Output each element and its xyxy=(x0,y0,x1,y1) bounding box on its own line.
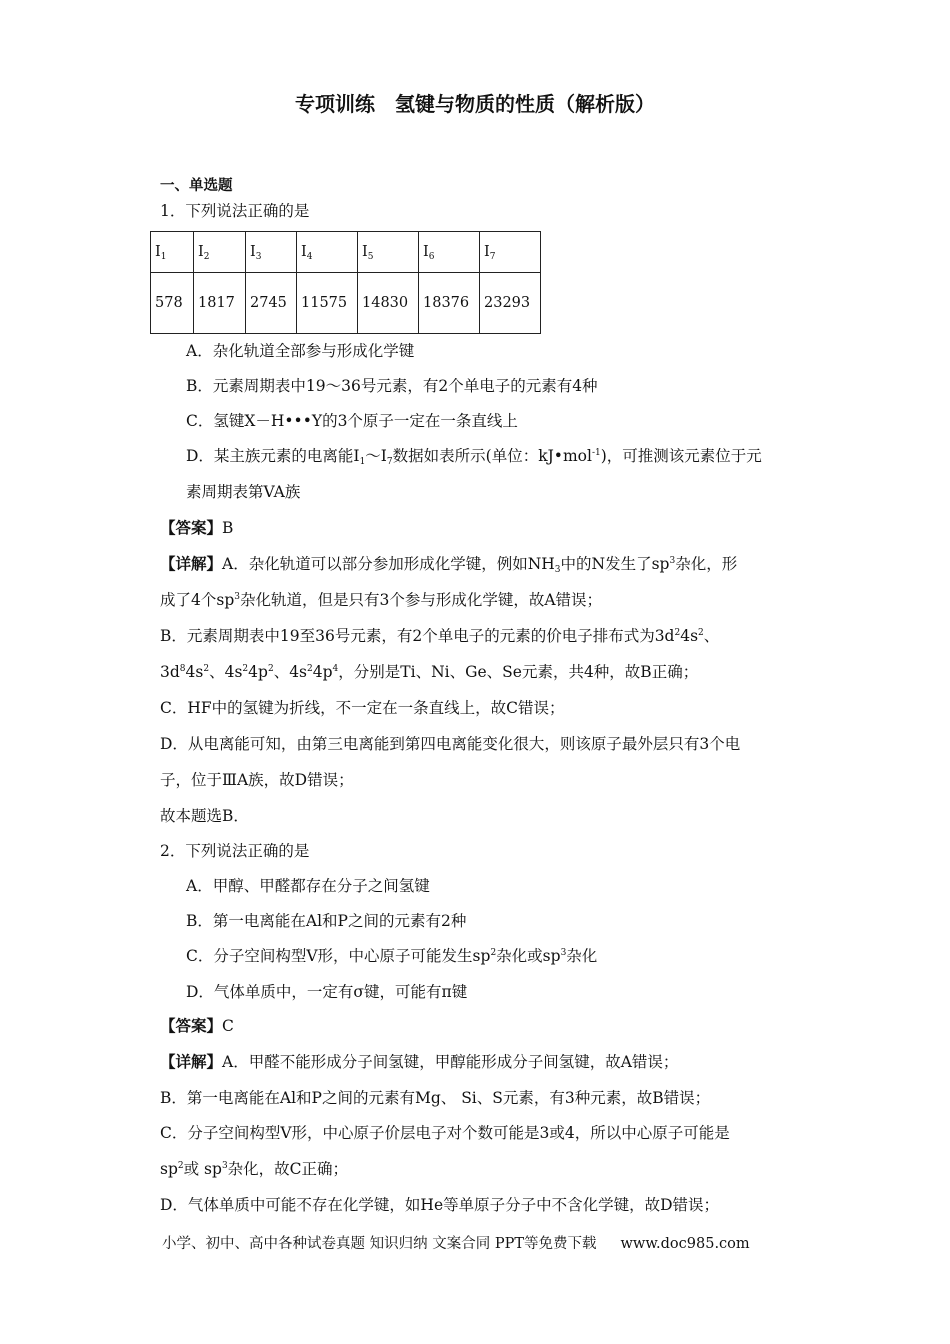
value-cell: 2745 xyxy=(246,273,297,334)
header-cell: $I_6$ xyxy=(419,232,480,273)
page-title: 专项训练 氢键与物质的性质（解析版） xyxy=(295,92,655,116)
q1-option-c: C．氢键X－H•••Y的3个原子一定在一条直线上 xyxy=(186,412,518,430)
q1-explanation-line: 子，位于ⅢA族，故D错误； xyxy=(160,771,354,789)
value-cell: 18376 xyxy=(419,273,480,334)
value-cell: 578 xyxy=(151,273,194,334)
q1-explanation: 【详解】A．杂化轨道可以部分参加形成化学键，例如$NH_3$中的N发生了$sp^3$杂化，形 xyxy=(160,555,738,575)
q1-explanation-line: C．HF中的氢键为折线，不一定在一条直线上，故C错误； xyxy=(160,699,565,717)
page-footer xyxy=(162,1232,750,1253)
header-cell: $I_1$ xyxy=(151,232,194,273)
header-cell: $I_3$ xyxy=(246,232,297,273)
q1-explanation-line: $3d^84s^2$、$4s^24p^2$、$4s^24p^4$，分别是Ti、Ni、Ge、Se元素，共4种，故B正确； xyxy=(160,663,699,681)
q2-explanation-line: $sp^2$或 $sp^3$杂化，故C正确； xyxy=(160,1160,349,1178)
section-heading: 一、单选题 xyxy=(160,178,233,194)
footer-url[interactable]: www.doc985.com xyxy=(620,1236,750,1252)
header-cell: $I_2$ xyxy=(194,232,246,273)
q2-explanation: 【详解】A．甲醛不能形成分子间氢键，甲醇能形成分子间氢键，故A错误； xyxy=(160,1053,679,1071)
q1-explanation-line: D．从电离能可知，由第三电离能到第四电离能变化很大，则该原子最外层只有3个电 xyxy=(160,735,741,753)
q2-option-d: D．气体单质中，一定有σ键，可能有π键 xyxy=(186,983,468,1001)
value-cell: 14830 xyxy=(358,273,419,334)
q1-conclusion: 故本题选B． xyxy=(160,807,249,825)
header-cell: $I_4$ xyxy=(297,232,358,273)
q2-option-c: C．分子空间构型V形，中心原子可能发生$sp^2$杂化或$sp^3$杂化 xyxy=(186,947,598,965)
q1-option-a: A．杂化轨道全部参与形成化学键 xyxy=(186,342,415,360)
header-cell: $I_7$ xyxy=(480,232,541,273)
q2-option-a: A．甲醇、甲醛都存在分子之间氢键 xyxy=(186,877,430,895)
table-header-row xyxy=(151,232,541,273)
q1-option-d-cont: 素周期表第VA族 xyxy=(186,483,301,501)
value-cell: 11575 xyxy=(297,273,358,334)
value-cell: 1817 xyxy=(194,273,246,334)
table-value-row xyxy=(151,273,541,334)
q2-explanation-line: B．第一电离能在Al和P之间的元素有Mg、 Si、S元素，有3种元素，故B错误； xyxy=(160,1089,711,1107)
q1-option-d: D．某主族元素的电离能$I_1\sim I_7$数据如表所示(单位：kJ•mol$^{-1}$)，可推测该元素位于元 xyxy=(186,447,762,467)
value-cell: 23293 xyxy=(480,273,541,334)
ionization-energy-table xyxy=(150,231,541,334)
q2-option-b: B．第一电离能在Al和P之间的元素有2种 xyxy=(186,912,467,930)
q1-answer: 【答案】B xyxy=(160,519,234,537)
q1-explanation-line: 成了4个$sp^3$杂化轨道，但是只有3个参与形成化学键，故A错误； xyxy=(160,591,603,609)
q2-stem: 2．下列说法正确的是 xyxy=(160,842,310,860)
q2-explanation-line: C．分子空间构型V形，中心原子价层电子对个数可能是3或4，所以中心原子可能是 xyxy=(160,1124,730,1142)
q2-explanation-line: D．气体单质中可能不存在化学键，如He等单原子分子中不含化学键，故D错误； xyxy=(160,1196,720,1214)
q1-option-b: B．元素周期表中19～36号元素，有2个单电子的元素有4种 xyxy=(186,377,598,395)
header-cell: $I_5$ xyxy=(358,232,419,273)
q2-answer: 【答案】C xyxy=(160,1017,234,1035)
q1-stem: 1．下列说法正确的是 xyxy=(160,202,310,220)
q1-explanation-line: B．元素周期表中19至36号元素，有2个单电子的元素的价电子排布式为$3d^24s^2$、 xyxy=(160,627,720,645)
footer-text: 小学、初中、高中各种试卷真题 知识归纳 文案合同 PPT等免费下载 xyxy=(162,1236,597,1252)
